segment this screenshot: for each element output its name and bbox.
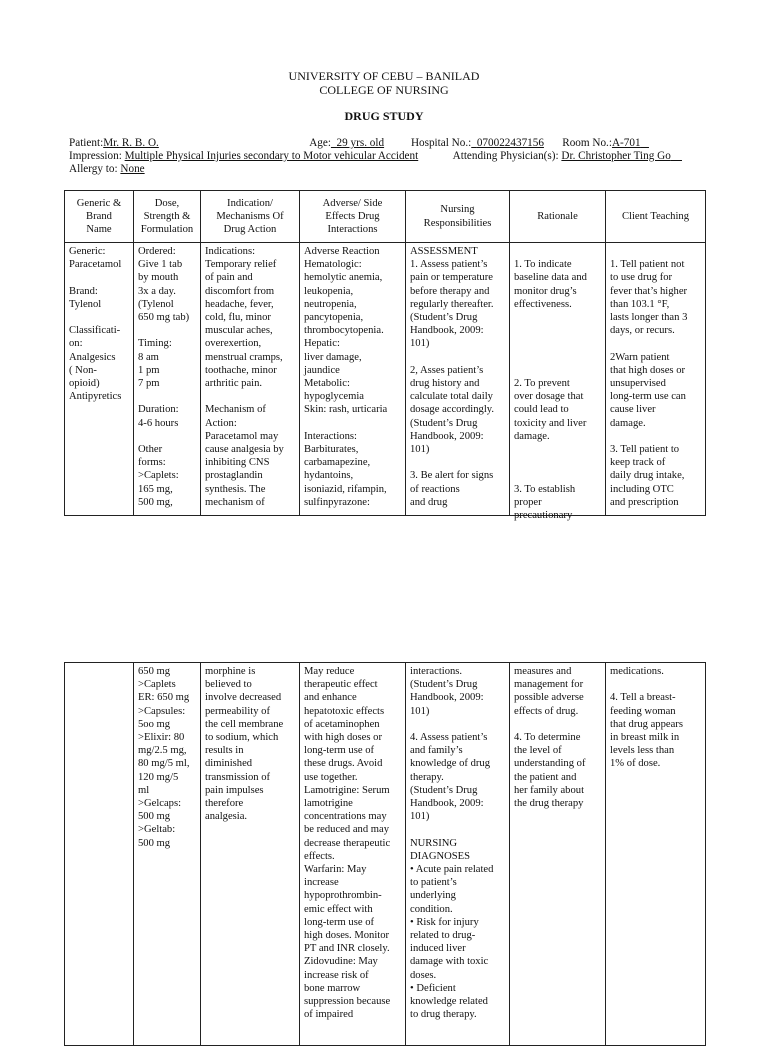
attending-value [561, 150, 682, 162]
page-title: DRUG STUDY [344, 109, 424, 123]
age-value-text: 29 yrs. old [336, 137, 385, 149]
dose-text: Ordered: Give 1 tab by mouth 3x a day. (Tylenol 650 mg tab) Timing: 8 am 1 pm 7 pm Duration: 4-6 hours Other forms: >Caplets: 165 mg, 500 mg, [138, 246, 190, 508]
header-adverse-effects: Adverse/ Side Effects Drug Interactions [300, 191, 406, 243]
cell-generic [65, 243, 134, 516]
hospital-no-value-text: 070022437156 [476, 137, 544, 149]
college-name: COLLEGE OF NURSING [319, 83, 449, 97]
attending-value-text: Dr. Christopher Ting Go [561, 150, 671, 162]
cell-indication [201, 663, 300, 1046]
generic-text [69, 663, 131, 1043]
table-row [65, 663, 706, 1046]
teaching-text: 1. Tell patient not to use drug for fever that’s higher than 103.1 °F, lasts longer than 3 days, or recurs. 2Warn patient that high doses or unsupervised long-term use can cause liver damage. 3. Tell patient to keep track of daily drug intake, including OTC and prescription [610, 259, 688, 508]
cell-generic [65, 663, 134, 1046]
generic-text: Generic: Paracetamol Brand: Tylenol Classificati- on: Analgesics ( Non- opioid) Antipyretics [69, 246, 122, 403]
room-no-value-text: A-701 [611, 137, 641, 149]
header-nursing-responsibilities: Nursing Responsibilities [406, 191, 510, 243]
cell-rationale [510, 663, 606, 1046]
room-no-label: Room No.: [562, 137, 612, 149]
nursing-text: ASSESSMENT 1. Assess patient’s pain or temperature before therapy and regularly thereafter. (Student’s Drug Handbook, 2009: 101) 2, Asses patient’s drug history and calculate total daily dosage accordingly. (Student’s Drug Handbook, 2009: 101) 3. Be alert for signs of reactions and drug [410, 246, 495, 508]
age-value [331, 137, 411, 150]
rationale-text: 1. To indicate baseline data and monitor drug’s effectiveness. 2. To prevent over dosage that could lead to toxicity and liver damage. 3. To establish proper precautionary [514, 259, 587, 522]
cell-nursing [406, 663, 510, 1046]
drug-study-table-page-2 [64, 662, 706, 1046]
patient-info-line-2 [69, 150, 682, 163]
impression-label: Impression: [69, 150, 122, 162]
drug-study-table-page-1 [64, 190, 706, 522]
age-label: Age: [309, 137, 331, 149]
indication-text: Indications: Temporary relief of pain and discomfort from headache, fever, cold, flu, minor muscular aches, overexertion, menstrual cramps, toothache, minor arthritic pain. Mechanism of Action: Paracetamol may cause analgesia by inhibiting CNS prostaglandin synthesis. The mechanism of [205, 246, 284, 508]
cell-adverse [300, 663, 406, 1046]
adverse-text: May reduce therapeutic effect and enhance hepatotoxic effects of acetaminophen with high doses or long-term use of these drugs. Avoid use together. Lamotrigine: Serum lamotrigine concentrations may be reduced and may decrease therapeutic effects. Warfarin: May increase hypoprothrombin- emic effect with long-term use of high doses. Monitor PT and INR closely. Zidovudine: May increase risk of bone marrow suppression because of impaired [304, 666, 391, 1021]
adverse-text: Adverse Reaction Hematologic: hemolytic anemia, leukopenia, neutropenia, pancytopenia, thrombocytopenia. Hepatic: liver damage, jaundice Metabolic: hypoglycemia Skin: rash, urticaria Interactions: Barbiturates, carbamapezine, hydantoins, isoniazid, rifampin, sulfinpyrazone: [304, 246, 388, 508]
allergy-label: Allergy to: [69, 163, 118, 175]
cell-adverse [300, 243, 406, 516]
patient-info-line-1 [69, 137, 657, 150]
cell-teaching [606, 663, 706, 1046]
table-header-row [65, 191, 706, 243]
nursing-text: interactions. (Student’s Drug Handbook, 2009: 101) 4. Assess patient’s and family’s knowledge of drug therapy. (Student’s Drug Handbook, 2009: 101) NURSING DIAGNOSES • Acute pain related to patient’s underlying condition. • Risk for injury related to drug- induced liver damage with toxic doses. • Deficient knowledge related to drug therapy. [410, 666, 494, 1021]
patient-label: Patient: [69, 137, 104, 149]
cell-dose [134, 243, 201, 516]
cell-nursing [406, 243, 510, 516]
header-rationale: Rationale [510, 191, 606, 243]
header-client-teaching: Client Teaching [606, 191, 706, 243]
patient-value: Mr. R. B. O. [103, 137, 159, 149]
cell-indication [201, 243, 300, 516]
header-generic-brand: Generic & Brand Name [65, 191, 134, 243]
rationale-text: measures and management for possible adverse effects of drug. 4. To determine the level of understanding of the patient and her family about the drug therapy [514, 666, 586, 810]
header-indication: Indication/ Mechanisms Of Drug Action [201, 191, 300, 243]
patient-info-line-3 [69, 163, 346, 176]
hospital-no-value [471, 137, 562, 150]
cell-teaching [606, 243, 706, 516]
attending-label: Attending Physician(s): [452, 150, 559, 162]
table-row [65, 243, 706, 516]
cell-dose [134, 663, 201, 1046]
room-no-value [612, 137, 657, 150]
allergy-value: None [120, 163, 145, 175]
indication-text: morphine is believed to involve decreased permeability of the cell membrane to sodium, which results in diminished transmission of pain impulses therefore analgesia. [205, 666, 284, 823]
impression-value: Multiple Physical Injuries secondary to Motor vehicular Accident [124, 150, 419, 162]
dose-text: 650 mg >Caplets ER: 650 mg >Capsules: 5oo mg >Elixir: 80 mg/2.5 mg, 80 mg/5 ml, 120 mg/5 ml >Gelcaps: 500 mg >Geltab: 500 mg [138, 666, 190, 849]
cell-rationale [510, 243, 606, 522]
teaching-text: medications. 4. Tell a breast- feeding woman that drug appears in breast milk in levels less than 1% of dose. [610, 666, 683, 770]
university-name: UNIVERSITY OF CEBU – BANILAD [288, 69, 480, 83]
hospital-no-label: Hospital No.: [410, 137, 472, 149]
header-dose-strength: Dose, Strength & Formulation [134, 191, 201, 243]
